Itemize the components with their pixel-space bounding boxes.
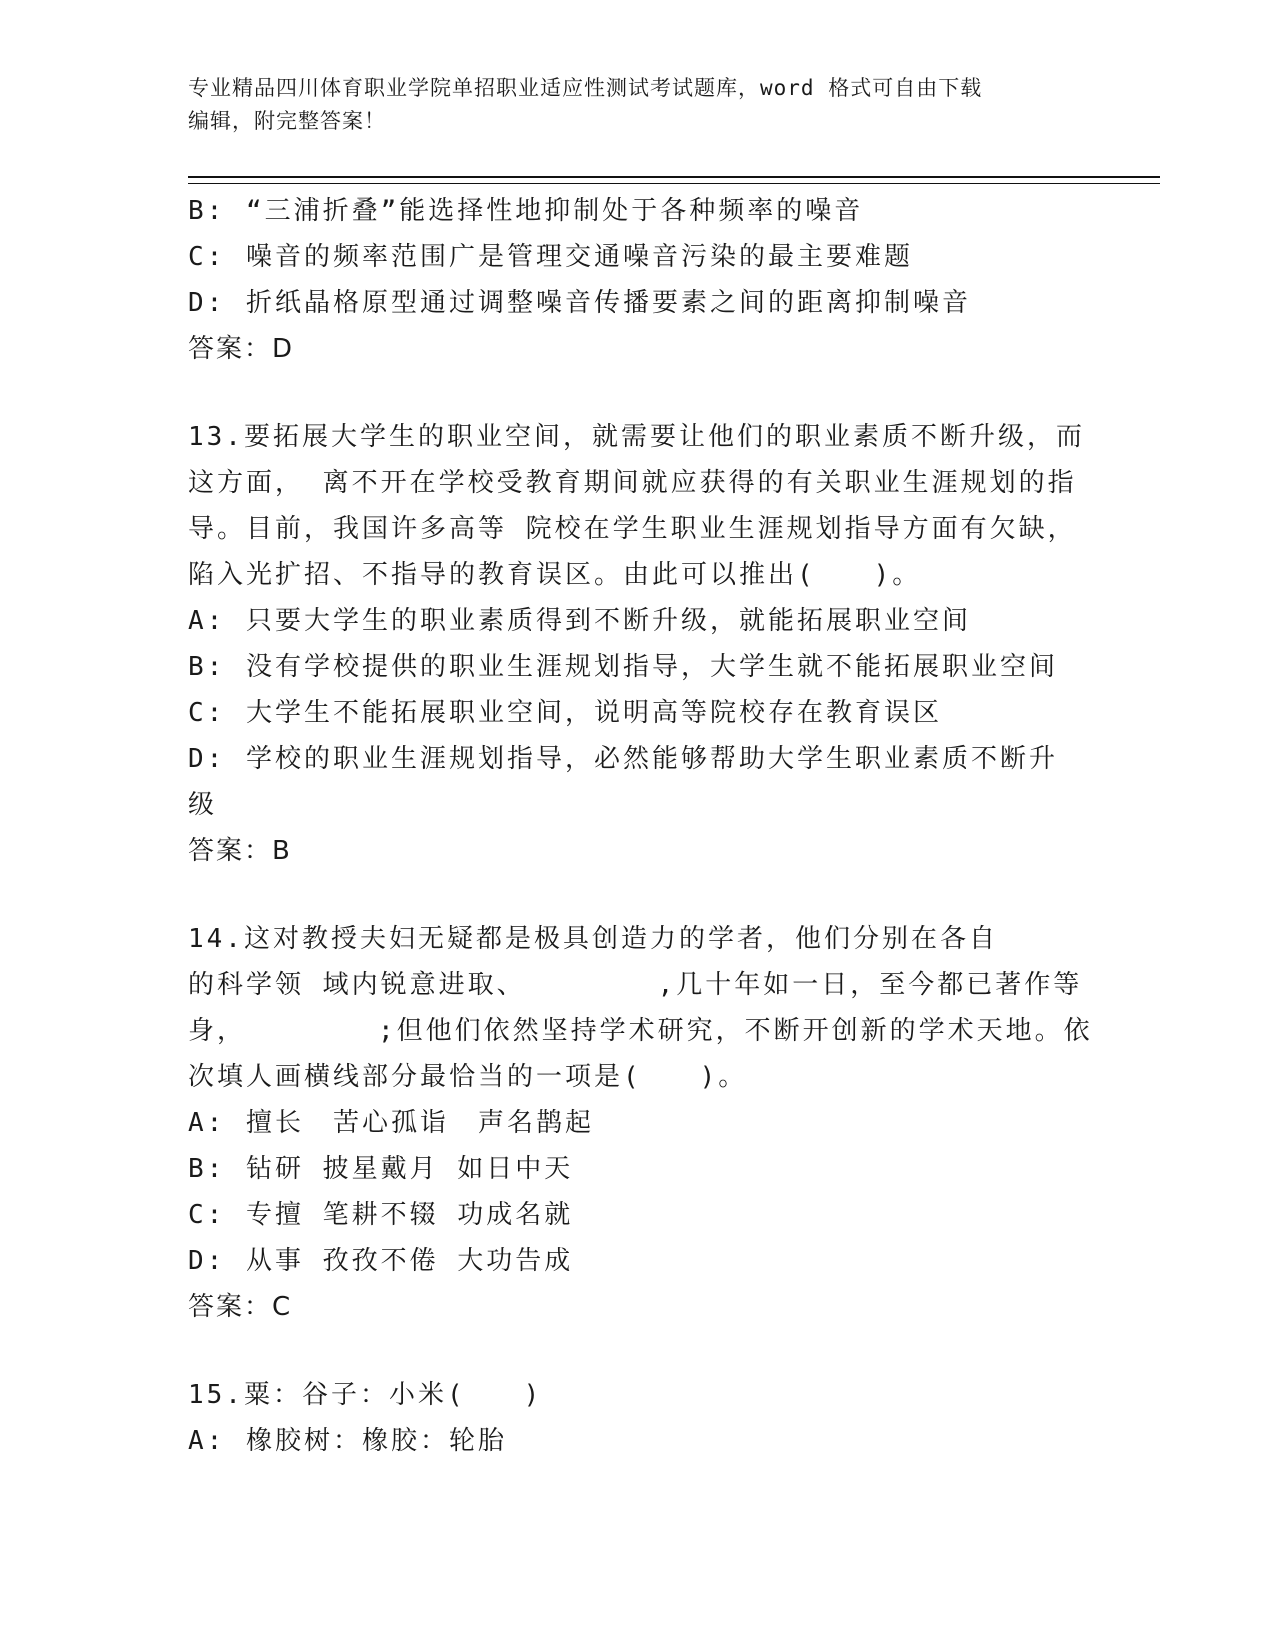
- option-text: 没有学校提供的职业生涯规划指导，大学生就不能拓展职业空间: [246, 652, 1059, 682]
- option-text: 专擅 笔耕不辍 功成名就: [246, 1200, 574, 1230]
- question-stem-line: 导。目前，我国许多高等 院校在学生职业生涯规划指导方面有欠缺，: [188, 514, 1077, 544]
- option-text: 钻研 披星戴月 如日中天: [246, 1154, 574, 1184]
- option-key: C:: [188, 1200, 226, 1230]
- option-a: [188, 1100, 1088, 1146]
- option-key: D:: [188, 744, 226, 774]
- spacer: [188, 874, 1088, 916]
- option-b: [188, 188, 1088, 234]
- answer-line: 答案：B: [188, 836, 292, 866]
- question-stem-line: 次填人画横线部分最恰当的一项是( )。: [188, 1062, 748, 1092]
- question-14: [188, 916, 1093, 1330]
- option-text: 噪音的频率范围广是管理交通噪音污染的最主要难题: [246, 242, 914, 272]
- option-text: 只要大学生的职业素质得到不断升级，就能拓展职业空间: [246, 606, 972, 636]
- answer-line: 答案：D: [188, 334, 295, 364]
- header-line-1: 专业精品四川体育职业学院单招职业适应性测试考试题库，word 格式可自由下载: [188, 76, 983, 100]
- option-c: [188, 234, 1088, 280]
- option-text: 学校的职业生涯规划指导，必然能够帮助大学生职业素质不断升: [246, 744, 1059, 774]
- option-key: C:: [188, 242, 226, 272]
- option-text: 橡胶树：橡胶：轮胎: [246, 1426, 508, 1456]
- option-text: “三浦折叠”能选择性地抑制处于各种频率的噪音: [246, 196, 864, 226]
- answer-line: 答案：C: [188, 1292, 293, 1322]
- option-d: [188, 1238, 1088, 1284]
- spacer: [188, 1330, 1088, 1372]
- question-15: [188, 1372, 1088, 1464]
- header-line-2: 编辑，附完整答案！: [188, 109, 386, 133]
- option-key: D:: [188, 1246, 226, 1276]
- option-b: [188, 1146, 1088, 1192]
- spacer: [188, 372, 1088, 414]
- question-stem-line: 13.要拓展大学生的职业空间，就需要让他们的职业素质不断升级，而: [188, 422, 1085, 452]
- question-12: [188, 188, 1088, 372]
- option-a: [188, 598, 1088, 644]
- option-d-continuation: 级: [188, 790, 218, 820]
- option-key: A:: [188, 606, 226, 636]
- header-rule-thick: [188, 176, 1160, 178]
- option-a: [188, 1418, 1088, 1464]
- option-key: B:: [188, 196, 226, 226]
- question-stem-line: 这方面， 离不开在学校受教育期间就应获得的有关职业生涯规划的指: [188, 468, 1077, 498]
- option-c: [188, 1192, 1088, 1238]
- option-key: D:: [188, 288, 226, 318]
- option-d: [188, 280, 1088, 326]
- option-key: A:: [188, 1108, 226, 1138]
- option-key: B:: [188, 1154, 226, 1184]
- document-header: [188, 72, 1088, 138]
- option-key: C:: [188, 698, 226, 728]
- question-stem-line: 14.这对教授夫妇无疑都是极具创造力的学者，他们分别在各自: [188, 924, 998, 954]
- option-key: B:: [188, 652, 226, 682]
- document-body: [188, 188, 1093, 1464]
- option-b: [188, 644, 1088, 690]
- question-stem-line: 陷入光扩招、不指导的教育误区。由此可以推出( )。: [188, 560, 922, 590]
- question-13: [188, 414, 1088, 874]
- option-key: A:: [188, 1426, 226, 1456]
- question-stem-line: 15.粟：谷子：小米( ): [188, 1380, 543, 1410]
- header-rule-thin: [188, 183, 1160, 184]
- question-stem-line: 的科学领 域内锐意进取、 ,几十年如一日，至今都已著作等: [188, 970, 1083, 1000]
- option-text: 擅长 苦心孤诣 声名鹊起: [246, 1108, 595, 1138]
- option-text: 折纸晶格原型通过调整噪音传播要素之间的距离抑制噪音: [246, 288, 972, 318]
- option-d: [188, 736, 1088, 782]
- question-stem-line: 身， ;但他们依然坚持学术研究，不断开创新的学术天地。依: [188, 1016, 1093, 1046]
- option-text: 从事 孜孜不倦 大功告成: [246, 1246, 574, 1276]
- option-text: 大学生不能拓展职业空间，说明高等院校存在教育误区: [246, 698, 943, 728]
- option-c: [188, 690, 1088, 736]
